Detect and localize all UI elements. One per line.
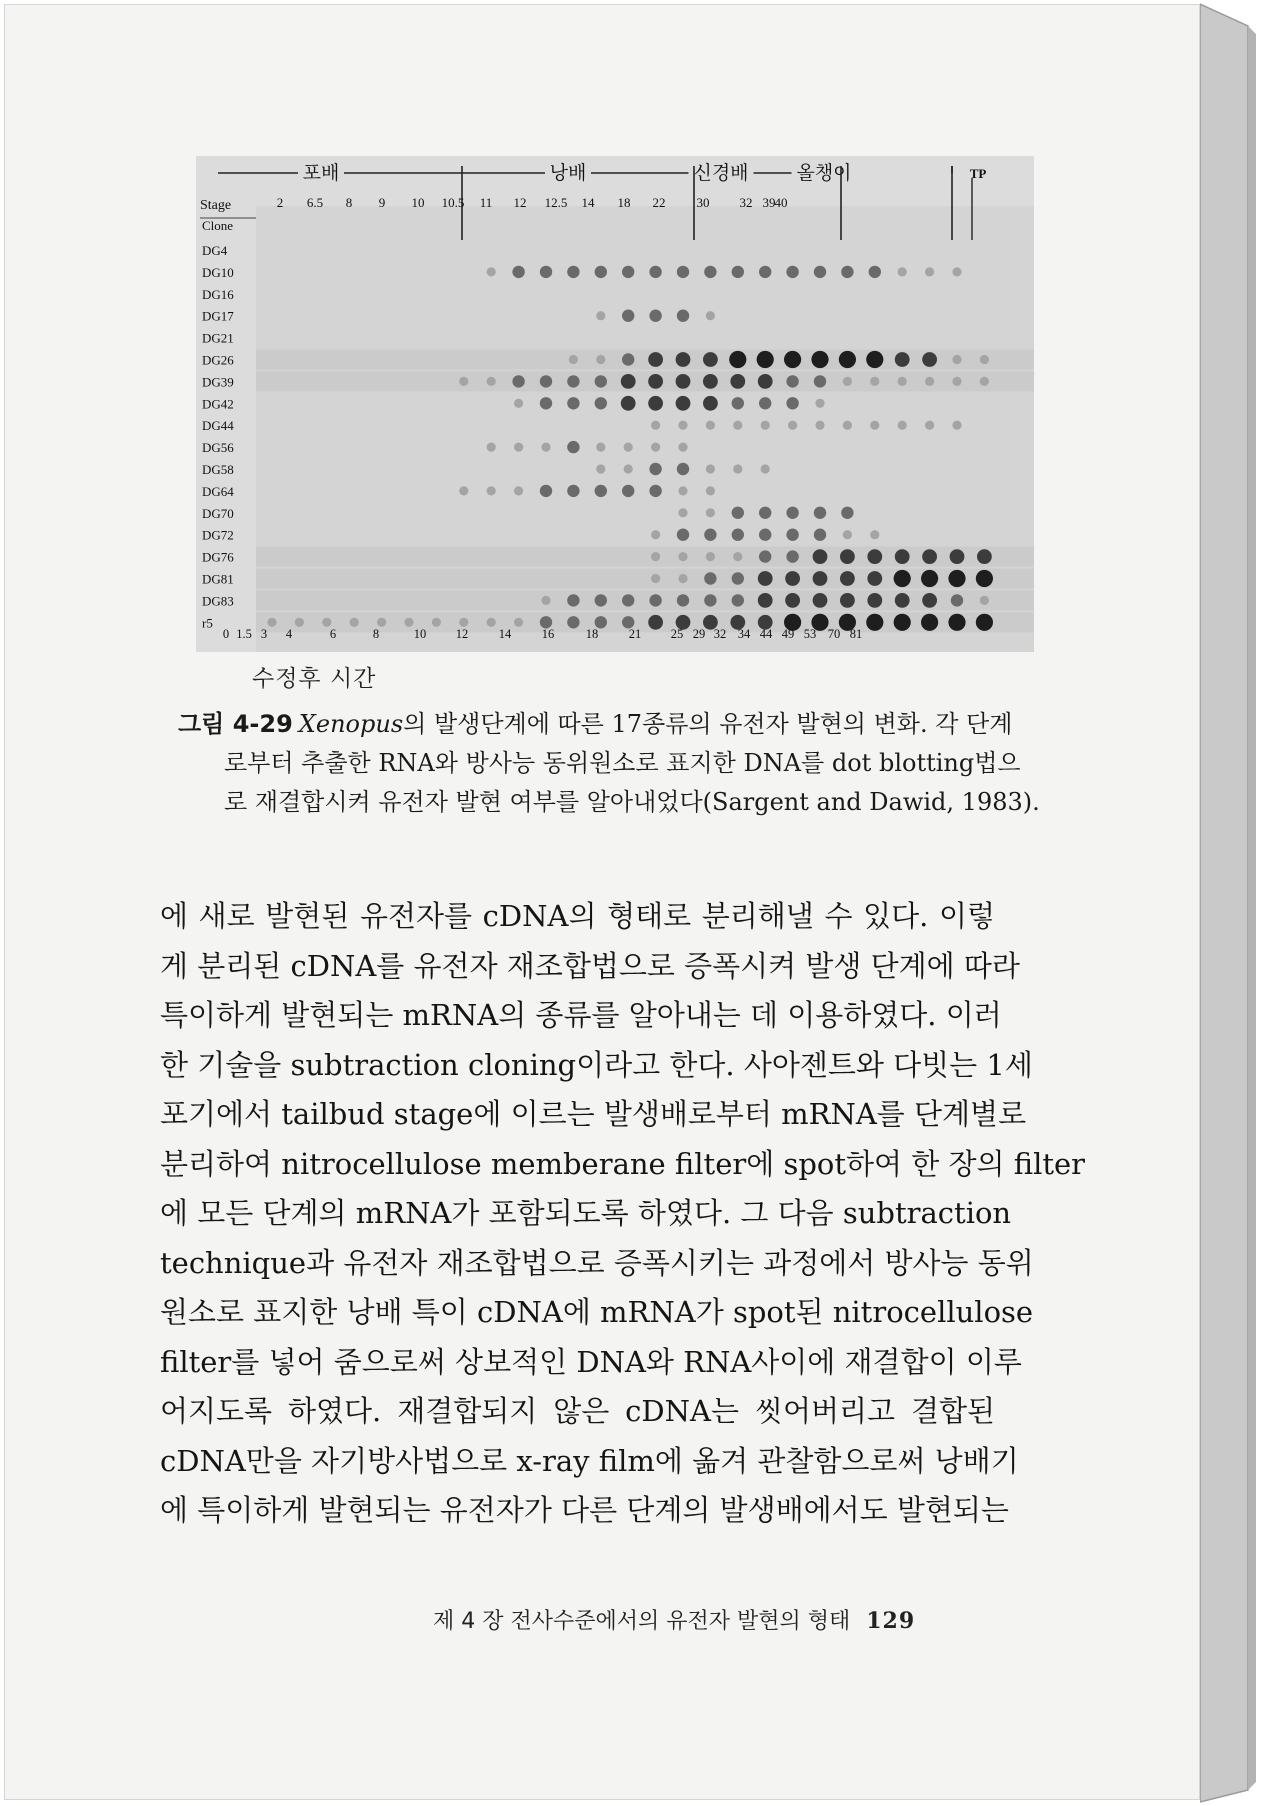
body-line: 에 모든 단계의 mRNA가 포함되도록 하였다. 그 다음 subtraction <box>160 1196 1012 1230</box>
blot-dot <box>732 572 744 584</box>
blot-dot <box>843 377 852 386</box>
hour-tick-label: 53 <box>803 627 817 641</box>
body-line: 한 기술을 subtraction cloning이라고 한다. 사아젠트와 다빗는 1세 <box>160 1047 1033 1082</box>
blot-dot <box>814 375 826 387</box>
hour-tick-label: 81 <box>849 627 863 641</box>
blot-dot <box>624 443 633 452</box>
hour-tick-label: 12 <box>455 627 469 641</box>
page-stack-edge <box>1200 0 1276 1806</box>
hour-tick-label: 8 <box>372 627 380 641</box>
period-label-gastrula: 낭배 <box>549 162 587 184</box>
hour-tick-label: 14 <box>498 627 512 641</box>
clone-label-dg70: DG70 <box>202 505 234 521</box>
blot-dot <box>814 266 826 278</box>
blot-dot <box>487 443 496 452</box>
blot-dot <box>595 375 607 387</box>
blot-dot <box>758 571 773 586</box>
blot-dot <box>459 486 468 495</box>
blot-dot <box>843 421 852 430</box>
blot-dot <box>512 266 524 278</box>
blot-dot <box>730 374 745 389</box>
clone-label-dg10: DG10 <box>202 264 234 280</box>
blot-dot <box>540 485 552 497</box>
body-line: 포기에서 tailbud stage에 이르는 발생배로부터 mRNA를 단계별로 <box>160 1097 1027 1131</box>
blot-dot <box>732 529 744 541</box>
blot-dot <box>651 552 660 561</box>
clone-label-dg17: DG17 <box>202 308 234 324</box>
row-smear <box>256 547 1034 567</box>
blot-dot <box>733 552 742 561</box>
blot-dot <box>487 486 496 495</box>
blot-dot <box>733 421 742 430</box>
species-name: Xenopus <box>298 710 404 738</box>
blot-dot <box>815 421 824 430</box>
clone-label-dg16: DG16 <box>202 286 234 302</box>
blot-dot <box>648 615 663 630</box>
blot-dot <box>980 355 989 364</box>
clone-label-dg4: DG4 <box>202 243 228 258</box>
blot-dot <box>870 377 879 386</box>
blot-dot <box>678 574 687 583</box>
period-label-neurula: 신경배 <box>693 162 749 184</box>
page-footer <box>433 1604 915 1635</box>
blot-dot <box>922 549 937 564</box>
hour-tick-label: 25 <box>670 627 684 641</box>
blot-dot <box>895 593 910 608</box>
clone-label-dg42: DG42 <box>202 396 234 412</box>
hour-tick-label: 44 <box>759 627 773 641</box>
blot-dot <box>677 463 689 475</box>
body-line: 분리하여 nitrocellulose memberane filter에 spot하여 한 장의 filter <box>160 1146 1086 1181</box>
page-number: 129 <box>866 1608 916 1634</box>
blot-dot <box>951 594 963 606</box>
blot-dot <box>815 399 824 408</box>
figure-caption <box>178 705 1040 822</box>
blot-dot <box>567 375 579 387</box>
blot-dot <box>621 374 636 389</box>
blot-dot <box>487 377 496 386</box>
clone-label-dg76: DG76 <box>202 549 234 565</box>
hour-tick-label: 0 <box>222 627 230 641</box>
blot-dot <box>651 530 660 539</box>
stage-tick-label: 14 <box>581 195 595 210</box>
time-axis-label: 수정후 시간 <box>252 666 377 692</box>
body-line: 어지도록 하였다. 재결합되지 않은 cDNA는 씻어버리고 결합된 <box>160 1394 995 1428</box>
blot-dot <box>621 396 636 411</box>
blot-dot <box>894 570 911 587</box>
hour-tick-label: 21 <box>628 627 642 641</box>
clone-label-dg58: DG58 <box>202 462 234 477</box>
blot-dot <box>786 375 798 387</box>
blot-dot <box>676 396 691 411</box>
blot-dot <box>295 618 304 627</box>
blot-dot <box>811 351 828 368</box>
blot-dot <box>786 266 798 278</box>
blot-dot <box>595 397 607 409</box>
hour-tick-label: 34 <box>737 627 751 641</box>
blot-dot <box>759 529 771 541</box>
figure-number: 그림 4-29 <box>178 710 293 738</box>
blot-dot <box>677 310 689 322</box>
caption-line-1-rest: 의 발생단계에 따른 17종류의 유전자 발현의 변화. 각 단계 <box>403 710 1013 738</box>
blot-dot <box>867 549 882 564</box>
blot-dot <box>758 374 773 389</box>
period-label-tadpole: 올챙이 <box>796 162 852 184</box>
blot-dot <box>678 508 687 517</box>
blot-dot <box>678 443 687 452</box>
body-line: cDNA만을 자기방사법으로 x-ray film에 옮겨 관찰함으로써 낭배기 <box>160 1443 1019 1478</box>
blot-dot <box>786 529 798 541</box>
blot-dot <box>898 377 907 386</box>
blot-dot <box>786 507 798 519</box>
blot-dot <box>843 530 852 539</box>
row-smear <box>256 350 1034 370</box>
hour-tick-label: 32 <box>713 627 727 641</box>
period-label-blastula: 포배 <box>302 162 340 184</box>
blot-dot <box>922 593 937 608</box>
clone-label-dg44: DG44 <box>202 418 234 434</box>
blot-dot <box>622 310 634 322</box>
blot-dot <box>757 351 774 368</box>
blot-dot <box>786 550 798 562</box>
blot-dot <box>761 421 770 430</box>
blot-dot <box>596 355 605 364</box>
blot-dot <box>894 614 911 631</box>
blot-dot <box>866 351 883 368</box>
stage-tick-label: 32 <box>739 195 753 210</box>
clone-label-dg64: DG64 <box>202 483 234 499</box>
hour-tick-label: 3 <box>260 627 268 641</box>
blot-dot <box>677 266 689 278</box>
row-smear <box>256 590 1034 610</box>
stage-tick-label: 22 <box>652 195 666 210</box>
blot-dot <box>759 550 771 562</box>
blot-dot <box>567 616 579 628</box>
blot-dot <box>866 614 883 631</box>
blot-dot <box>595 485 607 497</box>
blot-dot <box>759 507 771 519</box>
blot-dot <box>841 507 853 519</box>
caption-line-3: 로 재결합시켜 유전자 발현 여부를 알아내었다(Sargent and Dawid, 1983). <box>224 788 1040 816</box>
clone-label-dg72: DG72 <box>202 527 234 543</box>
dot-blot-figure <box>196 156 1034 652</box>
blot-dot <box>622 266 634 278</box>
blot-dot <box>980 596 989 605</box>
blot-dot <box>678 421 687 430</box>
blot-dot <box>651 443 660 452</box>
blot-dot <box>759 397 771 409</box>
blot-dot <box>541 443 550 452</box>
blot-dot <box>925 421 934 430</box>
blot-dot <box>322 618 331 627</box>
blot-dot <box>651 574 660 583</box>
blot-dot <box>952 421 961 430</box>
blot-dot <box>704 266 716 278</box>
blot-dot <box>814 507 826 519</box>
blot-dot <box>870 421 879 430</box>
blot-dot <box>784 351 801 368</box>
clone-label-dg56: DG56 <box>202 440 234 456</box>
blot-dot <box>514 618 523 627</box>
blot-dot <box>921 570 938 587</box>
blot-dot <box>952 267 961 276</box>
blot-dot <box>540 266 552 278</box>
blot-dot <box>729 351 746 368</box>
body-paragraph <box>160 892 1086 1536</box>
blot-dot <box>487 267 496 276</box>
blot-dot <box>512 375 524 387</box>
blot-dot <box>839 351 856 368</box>
body-line: filter를 넣어 줌으로써 상보적인 DNA와 RNA사이에 재결합이 이루 <box>160 1344 1022 1379</box>
blot-dot <box>840 549 855 564</box>
body-line: 게 분리된 cDNA를 유전자 재조합법으로 증폭시켜 발생 단계에 따라 <box>160 948 1020 983</box>
blot-dot <box>867 593 882 608</box>
blot-dot <box>704 594 716 606</box>
stage-label: Stage <box>200 198 232 213</box>
stage-tick-label: 2 <box>276 195 284 210</box>
blot-dot <box>813 549 828 564</box>
blot-dot <box>732 266 744 278</box>
blot-dot <box>925 267 934 276</box>
blot-dot <box>840 571 855 586</box>
blot-dot <box>649 310 661 322</box>
stage-tick-label: 11 <box>479 195 493 210</box>
blot-dot <box>567 266 579 278</box>
hour-tick-label: 10 <box>413 627 427 641</box>
dot-blot-svg <box>196 156 1034 652</box>
blot-dot <box>595 266 607 278</box>
body-line: 원소로 표지한 낭배 특이 cDNA에 mRNA가 spot된 nitrocellulose <box>160 1295 1034 1329</box>
blot-dot <box>759 266 771 278</box>
blot-dot <box>980 377 989 386</box>
caption-line-2: 로부터 추출한 RNA와 방사능 동위원소로 표지한 DNA를 dot blotting법으 <box>224 749 1021 777</box>
blot-dot <box>648 374 663 389</box>
hour-tick-label: 6 <box>329 627 337 641</box>
stage-tick-label: 12 <box>513 195 527 210</box>
blot-dot <box>596 311 605 320</box>
hour-tick-label: 49 <box>781 627 795 641</box>
blot-dot <box>977 549 992 564</box>
blot-dot <box>678 552 687 561</box>
blot-dot <box>785 593 800 608</box>
blot-dot <box>651 421 660 430</box>
blot-dot <box>596 464 605 473</box>
blot-dot <box>676 352 691 367</box>
clone-label: Clone <box>202 218 234 233</box>
blot-dot <box>895 352 910 367</box>
stage-tick-label: 8 <box>345 195 353 210</box>
hour-tick-label: 18 <box>585 627 599 641</box>
stage-tick-label: 12.5 <box>544 195 568 210</box>
hour-tick-label: 4 <box>285 627 293 641</box>
blot-dot <box>649 463 661 475</box>
row-smear <box>256 569 1034 589</box>
body-line: technique과 유전자 재조합법으로 증폭시키는 과정에서 방사능 동위 <box>160 1245 1034 1280</box>
blot-dot <box>870 530 879 539</box>
blot-dot <box>514 443 523 452</box>
blot-dot <box>976 614 993 631</box>
blot-dot <box>732 397 744 409</box>
clone-label-dg39: DG39 <box>202 374 234 390</box>
blot-dot <box>703 396 718 411</box>
hour-tick-label: 29 <box>692 627 706 641</box>
blot-dot <box>703 352 718 367</box>
chapter-title: 제 4 장 전사수준에서의 유전자 발현의 형태 <box>433 1609 851 1634</box>
stage-tick-label: 18 <box>617 195 631 210</box>
stage-tick-label: 39 <box>762 195 776 210</box>
blot-dot <box>567 441 579 453</box>
blot-dot <box>952 355 961 364</box>
stage-tick-label: 10 <box>411 195 425 210</box>
blot-dot <box>624 464 633 473</box>
clone-label-dg81: DG81 <box>202 571 234 587</box>
blot-dot <box>704 572 716 584</box>
stage-tick-label: 9 <box>378 195 386 210</box>
hour-tick-label: 70 <box>827 627 841 641</box>
blot-dot <box>706 552 715 561</box>
blot-dot <box>459 377 468 386</box>
blot-dot <box>569 355 578 364</box>
blot-dot <box>813 571 828 586</box>
body-line: 에 새로 발현된 유전자를 cDNA의 형태로 분리해낼 수 있다. 이렇 <box>160 899 995 933</box>
clone-label-dg21: DG21 <box>202 330 234 346</box>
blot-dot <box>706 486 715 495</box>
blot-dot <box>761 464 770 473</box>
blot-dot <box>733 464 742 473</box>
hour-tick-label: 1.5 <box>236 627 252 641</box>
blot-dot <box>706 311 715 320</box>
blot-dot <box>703 374 718 389</box>
clone-label-dg26: DG26 <box>202 352 234 368</box>
blot-dot <box>350 618 359 627</box>
stage-tick-label: 40 <box>774 195 788 210</box>
blot-dot <box>814 529 826 541</box>
blot-dot <box>869 266 881 278</box>
hour-tick-label: 16 <box>541 627 555 641</box>
blot-dot <box>898 421 907 430</box>
blot-dot <box>950 549 965 564</box>
blot-dot <box>459 618 468 627</box>
stage-tick-label: 30 <box>696 195 710 210</box>
clone-label-r5: r5 <box>202 615 213 631</box>
blot-dot <box>649 485 661 497</box>
blot-dot <box>732 594 744 606</box>
blot-dot <box>706 508 715 517</box>
blot-dot <box>567 397 579 409</box>
body-line: 에 특이하게 발현되는 유전자가 다른 단계의 발생배에서도 발현되는 <box>160 1493 1009 1527</box>
blot-dot <box>487 618 496 627</box>
blot-dot <box>704 529 716 541</box>
blot-dot <box>840 593 855 608</box>
blot-dot <box>841 266 853 278</box>
blot-dot <box>567 594 579 606</box>
blot-dot <box>540 375 552 387</box>
blot-dot <box>567 485 579 497</box>
blot-dot <box>948 614 965 631</box>
blot-dot <box>377 618 386 627</box>
period-label-tp: TP <box>969 166 987 181</box>
blot-dot <box>432 618 441 627</box>
blot-dot <box>514 399 523 408</box>
blot-dot <box>895 549 910 564</box>
blot-dot <box>622 485 634 497</box>
blot-dot <box>649 594 661 606</box>
blot-dot <box>540 397 552 409</box>
blot-dot <box>677 529 689 541</box>
blot-dot <box>786 397 798 409</box>
blot-dot <box>785 571 800 586</box>
body-line: 특이하게 발현되는 mRNA의 종류를 알아내는 데 이용하였다. 이러 <box>160 998 1002 1032</box>
stage-tick-label: 10.5 <box>441 195 465 210</box>
blot-dot <box>596 443 605 452</box>
blot-dot <box>648 352 663 367</box>
blot-dot <box>788 421 797 430</box>
blot-dot <box>706 421 715 430</box>
blot-dot <box>922 352 937 367</box>
blot-dot <box>649 266 661 278</box>
blot-dot <box>676 374 691 389</box>
blot-dot <box>622 594 634 606</box>
blot-dot <box>595 594 607 606</box>
blot-dot <box>921 614 938 631</box>
clone-label-dg83: DG83 <box>202 593 234 609</box>
blot-dot <box>541 596 550 605</box>
blot-dot <box>648 396 663 411</box>
blot-dot <box>976 570 993 587</box>
blot-dot <box>706 464 715 473</box>
blot-dot <box>952 377 961 386</box>
blot-dot <box>678 486 687 495</box>
blot-dot <box>514 486 523 495</box>
blot-dot <box>622 353 634 365</box>
row-smear <box>256 371 1034 391</box>
stage-tick-label: 6.5 <box>306 195 324 210</box>
blot-dot <box>948 570 965 587</box>
blot-dot <box>732 507 744 519</box>
blot-dot <box>813 593 828 608</box>
blot-dot <box>267 618 276 627</box>
blot-dot <box>867 571 882 586</box>
blot-dot <box>677 594 689 606</box>
blot-dot <box>898 267 907 276</box>
blot-dot <box>404 618 413 627</box>
blot-dot <box>925 377 934 386</box>
caption-line-1 <box>178 705 1028 744</box>
blot-dot <box>758 593 773 608</box>
